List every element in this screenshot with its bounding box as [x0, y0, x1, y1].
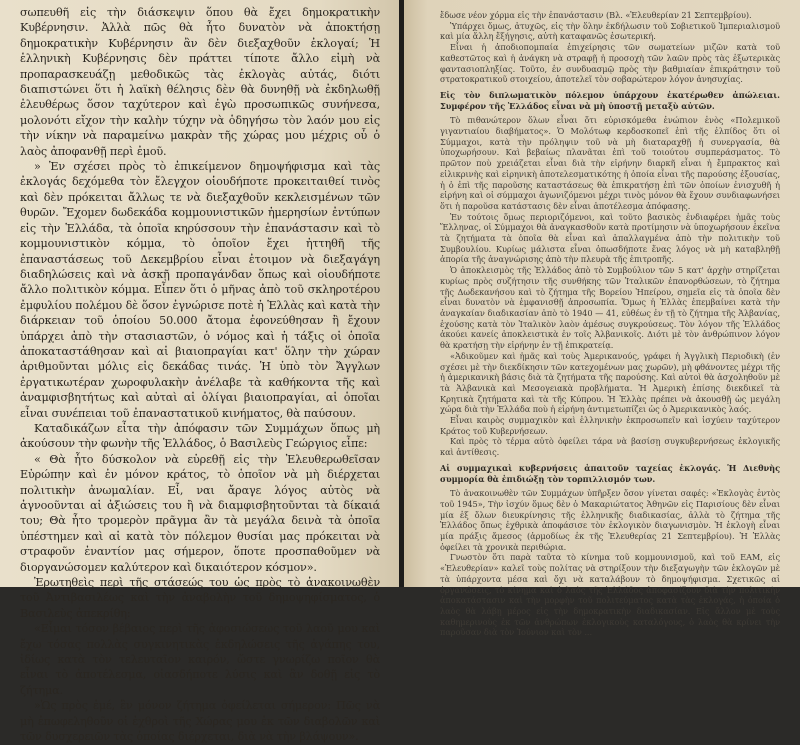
paragraph: Τὸ ἀνακοινωθὲν τῶν Συμμάχων ὑπῆρξεν ὅσον γίνεται σαφές: «Ἐκλογὰς ἐντὸς τοῦ 1945», Τὴν ἰσχύν ὅμως δὲν ὁ Μακαριώτατος Ἀθηνῶν εἰς Παρισίους δὲν εἶναι μία ἐξ ὅλων διευκρίνησις τῆς ἑλληνικῆς διαδικασίας, ἀλλὰ τὸ ζήτημα τῆς Ἑλλάδος ὅπως ἐχθρικὰ ἀποφάσισε τὸν ἐκλογικὸν διαγωνισμὸν. Ἡ ἐκλογὴ εἶναι μία πράξις ἄμεσος (ἁρμοδίως ἐκ τῆς Ἐλευθερίας 21 Σεπτεμβρίου). Ἡ Ἑλλὰς ὀφείλει τὰ χρονικὰ περιθώρια.	[440, 488, 780, 552]
paragraph: «Ἀδικοῦμεν καὶ ἡμᾶς καὶ τοὺς Ἀμερικανούς, γράφει ἡ Ἀγγλικὴ Περιοδικὴ (ἐν σχέσει μὲ τὴν διεκδίκησιν τῶν κατεχομένων μας χωρῶν), μὴ φθάνοντες μέχρι τῆς ἡ ἀμερικανικὴ βάσις διὰ τὰ ζητήματα τῆς παρούσης. Καὶ αὐτοὶ θὰ ἀσχοληθοῦν μὲ τὰ Ἀλβανικὰ καὶ Μεσογειακὰ προβλήματα. Ἡ Ἀμερικὴ ἐπίσης διεκδικεῖ τὰ Κρητικὰ ζητήματα καὶ τὰ τῆς Κύπρου. Ἡ Ἑλλὰς πρέπει νὰ ἀκουσθῇ ὡς μεγάλη χώρα διὰ τὴν Ἑλλάδα ποὺ ἡ εἰρήνη ἀντιμετωπίζει ὡς ὁ Ἀμερικανικὸς λαός.	[440, 350, 780, 415]
paragraph: Τὸ πιθανώτερον ὅλων εἶναι ὅτι εὐρισκόμεθα ἐνώπιον ἑνὸς «Πολεμικοῦ γιγαντιαίου διαβήματος». Ὁ Μολότωφ κερδοσκοπεῖ ἐπὶ τῆς ἐλπίδος ὅτι οἱ Σύμμαχοι, κατὰ τὴν πρόληψιν τοῦ νὰ μὴ διαταραχθῇ ἡ συνεργασία, θὰ ὑποχωρήσουν. Καὶ βεβαίως πλανᾶται ἐπὶ τοῦ τοιούτου συμπεράσματος. Τὸ πρῶτον ποὺ χρειάζεται εἶναι διὰ τὴν εἰρήνην διαρκῆ εἶναι ἡ ἔμπρακτος καὶ εἰλικρινὴς καὶ εἰρηνικὴ ἀποτελεσματικότης ἡ ὁποία εἶναι τῆς παρούσης ἐξουσίας, ἡ ὁ ἐπὶ τῆς παροῦσης καταστάσεως θὰ ἐπικρατήσῃ ἐπὶ τῶν ὁποίων ἐνισχυθῆ ἡ εἰρήνη καὶ οἱ σύμμαχοι ἀγωνιζόμενοι μέχρι τινὸς μόνον θὰ ἔχουν συνδιαφωνήσει ὅτι ἡ παροῦσα κατάστασις δὲν εἶναι ἀποτέλεσμα ἀπόφασης.	[440, 115, 780, 211]
quote-paragraph: « Θὰ ἦτο δύσκολον νὰ εὑρεθῇ εἰς τὴν Ἐλευθερωθεῖσαν Εὐρώπην καὶ ἐν μόνον κράτος, τὸ ὁποῖον νὰ μὴ διέρχεται πολιτικὴν ἀνωμαλίαν. Εἶ, ναι ἄραγε λόγος αὐτὸς νὰ ἀγνοοῦνται αἱ ἀξιώσεις του ἢ νὰ διαμφισβητοῦνται τὰ δίκαιά του; Θὰ ἦτο τρομερὸν πρᾶγμα ἂν τὰ μεγάλα δεινὰ τὰ ὁποῖα ὑπέστημεν καὶ αἱ κατὰ τὸν πόλεμον θυσίαι μας πρόκειται νὰ στραφοῦν ἐναντίον μας σήμερον, ὅποτε προσπαθοῦμεν νὰ διοργανώσομεν καλύτερον καὶ δικαιότερον κόσμον».	[20, 452, 380, 574]
paragraph: Ὑπάρχει ὅμως, ἀτυχῶς, εἰς τὴν ὅλην ἐκδήλωσιν τοῦ Σοβιετικοῦ Ἰμπεριαλισμοῦ καὶ μία ἄλλη ἔξήγησις, αὐτὴ καταφανῶς ἐσωτερική.	[440, 20, 780, 42]
quote-paragraph: «Εἶμαι τόσον βέβαιος περὶ τῆς ἀφοσιώσεως τοῦ λαοῦ μου καὶ ἔχω τόσας πολλὰς συγκινητικὰς ἐκδηλώσεις τῆς ἀγάπης του, ἰδίως κατὰ τὸν τελευταῖον καιρόν, ὥστε γνωρίζω ποῖον θὰ εἶναι τὸ ἀποτέλεσμα, οἱασδήποτε λύσις καὶ ἂν δοθῇ εἰς τὸ ζήτημα.	[20, 622, 380, 697]
paragraph: Γνωστὸν ὅτι παρὰ ταῦτα τὸ κίνημα τοῦ κομμουνισμοῦ, καὶ τοῦ ΕΑΜ, εἰς «Ἐλευθερίαν» καλεῖ τοὺς πολίτας νὰ στηρίξουν τὴν διεξαγωγὴν τῶν ἐκλογῶν μὲ τὰ ὑπάρχοντα μέσα καὶ ὄχι νὰ καταλάβουν τὸ δημοψήφισμα. Σχετικῶς αἱ ὀργανώσεις, τὸ κίνημα καὶ ὁ λαὸς τῆς Ἑλλάδος ἀποφασίζουν διὰ τὴν πολιτικὴν ἀποκατάστασιν καὶ τὴν μορφὴν τοῦ πολιτεύματος κατὰ τὰς ἐκλογάς, ἡ ὁποία ὁ λαὸς θὰ λάβῃ μέρος εἰς τὴν δημοκρατικὴν διαδικασίαν. Εἰς ἄλλον μὲ τοὺς καθημερινοὺς ἐκ τῶν ἀνθρώπων ἐκλογικοὺς καταλόγους, ὁ λαὸς θὰ κρίνει τὴν παροῦσαν διὰ τὸν Ἰούνιον καὶ τὸν ...	[440, 552, 780, 638]
section-heading: Εἰς τὸν διπλωματικὸν πόλεμον ὑπάρχουν ἑκατέρωθεν ἀπώλειαι. Συμφέρον τῆς Ἑλλάδος εἶναι νὰ μὴ ὑποστῇ μεταξὺ αὐτῶν.	[440, 89, 780, 111]
right-page-text-column	[440, 10, 780, 638]
left-page-text-column	[20, 5, 380, 745]
paragraph: Εἶναι ἡ ἀποδιοπομπαία ἐπιχείρησις τῶν σωματείων μιζῶν κατὰ τοῦ καθεστῶτος καὶ ἡ ἀνάγκη νὰ στραφῇ ἡ προσοχὴ τῶν λαῶν πρὸς τὰς ἐξωτερικὰς φαντασιοπληξίας. Τοῦτο, ἐν συνδυασμῷ πρὸς τὴν βαθμιαίαν ἐπικράτησιν τοῦ στρατοκρατικοῦ στοιχείου, ἀποτελεῖ τὸν σοβαρώτερον λόγον ἀνησυχίας.	[440, 42, 780, 85]
paragraph: ἔδωσε νέον χόρμα εἰς τὴν ἐπανάστασιν (Βλ. «Ἐλευθερίαν 21 Σεπτεμβρίου).	[440, 10, 752, 20]
right-page	[404, 0, 800, 638]
paragraph: Εἶναι καιρὸς συμμαχικὸν καὶ ἑλληνικὴν ἐκπροσωπεῖν καὶ ἰσχύειν ταχύτερον Κράτος τοῦ Κυβερνήσεων.	[440, 415, 780, 436]
quote-paragraph: »Ὡς πρὸς ἐμέ, ἓν μόνον ζήτημα ὀφείλεται σήμερον: Πῶς νὰ μὴ ἐπωφεληθοῦν οἱ ἐχθροὶ τῆς Χώρας μου ἐκ τῶν διαβολῶν καὶ τῶν δυσχερειῶν τὰς ὁποίας διέρχεται, διὰ νὰ τὴν βλάψουν».	[20, 699, 380, 744]
paragraph: σωπευθῆ εἰς τὴν διάσκεψιν ὅπου θὰ ἔχει δημοκρατικὴν Κυβέρνησιν. Ἀλλὰ πῶς θὰ ἦτο δυνατὸν νὰ ἀποκτήσῃ δημοκρατικὴν Κυβέρνησιν ἂν δὲν διεξαχθοῦν ἐκλογαί; Ἡ ἑλληνικὴ Κυβέρνησις δὲν πράττει τίποτε ἄλλο εἰμὴ νὰ προπαρασκευάζῃ μεθοδικῶς τὰς ἐκλογὰς αὐτάς, διότι διαπιστώνει ὅτι ἡ λαϊκὴ θέλησις δὲν θὰ δυνηθῇ νὰ ἐκδηλωθῇ ἐλευθέρως ὅσον ταχύτερον καὶ ἐγὼ προσωπικῶς συνήνεσα, μολονότι εἴχον τὴν καλὴν τύχην νὰ ὁδηγήσω τὸν λαόν μου εἰς τὴν νίκην νὰ παραμείνω μακρὰν τῆς χώρας μου μέχρις οὗ ὁ λαὸς ἀποφανθῇ περὶ ἐμοῦ.	[20, 6, 380, 158]
paragraph: Καὶ πρὸς τὸ τέρμα αὐτὸ ὀφείλει τάρα νὰ βασίσῃ συγκυβερνήσεως ἐκλογικῆς καὶ ἀντίθεσις.	[440, 436, 780, 458]
paragraph: Ἐρωτηθεὶς περὶ τῆς στάσεώς του ὡς πρὸς τὸ ἀνακοινωθὲν τοῦ Ἀντιβασιλέως καὶ τὴν ἀναβολὴν τοῦ δημοψηφίσματος, ὁ Βασιλεὺς ἀπεκρίθη:	[20, 576, 380, 620]
paragraph: Ὁ ἀποκλεισμὸς τῆς Ἑλλάδος ἀπὸ τὸ Συμβούλιον τῶν 5 κατ' ἀρχὴν στηρίζεται κυρίως πρὸς συζήτησιν τῆς συνθήκης τῶν Ἰταλικῶν ἐπανορθώσεων, τὸ ζήτημα τῆς Δωδεκανήσου καὶ τὸ ζήτημα τῆς Βορείου Ἠπείρου, σημεῖα εἰς τὰ ὁποῖα δὲν εἶναι δυνατὸν νὰ ἐμφανισθῇ ἀπροσωπία. Ὅμως ἡ Ἑλλὰς ἐπεμβαίνει κατὰ τὴν ἀναγκαίαν διαδικασίαν ἀπὸ τὸ 1940 — 41, εὐθέως ἐν τῇ τὸ ζήτημα τῆς Ἀλβανίας, ἐχούσης κατὰ τὸν Ἰταλικὸν λαὸν ἀμέσως συγκρούσεως. Τὸν λόγον τῆς Ἑλλάδος ἀκούει κανείς ἀποκλειστικὰ ἐν τοῖς Ἀλβανικοῖς. Διότι μὲ τὸν ἀνθρώπινον λόγον θὰ κρατήσῃ τὴν εἰρήνην ἐν τῇ ἐπικρατείᾳ.	[440, 265, 780, 351]
section-heading: Αἱ συμμαχικαὶ κυβερνήσεις ἀπαιτοῦν ταχείας ἐκλογάς. Ἡ Διεθνὴς συμμορία θὰ ἐπιδιώξῃ τὸν τορπιλλισμόν των.	[440, 462, 780, 484]
paragraph: Ἐν τούτοις ὅμως περιοριζόμενοι, καὶ τοῦτο βασικὸς ἐνδιαφέρει ἡμᾶς τοὺς Ἕλληνας, οἱ Σύμμαχοι θὰ ἀναγκασθοῦν κατὰ προτίμησιν νὰ ὑποχωρήσουν ἐκεῖνα τὰ ζητήματα τὰ ὁποῖα θὰ εἶναι καὶ ἀπαλλαγμένα ἀπὸ τὴν πολιτικὴν τοῦ Συμβουλίου. Κυρίως μάλιστα εἶναι ὁπωσδήποτε ἕνας λόγος νὰ μὴ καταβληθῇ ἀπορία τῆς ἀναγνώρισης ἀπὸ τὴν πλευρὰ τῆς ἐπιτροπῆς.	[440, 211, 780, 265]
paragraph: Καταδικάζων εἶτα τὴν ἀπόφασιν τῶν Συμμάχων ὅπως μὴ ἀκούσουν τὴν φωνὴν τῆς Ἑλλάδος, ὁ Βασιλεὺς Γεώργιος εἶπε:	[20, 421, 380, 451]
left-page	[0, 0, 399, 744]
paragraph: » Ἐν σχέσει πρὸς τὸ ἐπικείμενον δημοψήφισμα καὶ τὰς ἐκλογάς δεχόμεθα τὸν ἔλεγχον οἱουδήποτε προκειταιθεί τινὸς καὶ δὲν πρόκειται ἄλλως τε νὰ διεξαχθοῦν κεκλεισμένων τῶν θυρῶν. Ἔχομεν δωδεκάδα κομμουνιστικῶν ἡμερησίων ἐντύπων εἰς τὴν Ἑλλάδα, τὰ ὁποῖα κηρύσσουν τὴν ἐπανάστασιν καὶ τὸ κομμουνιστικὸν κόμμα, τὸ ὁποῖον ἔχει ἡττηθῆ τῆς ἐπαναστάσεως τοῦ Δεκεμβρίου εἶναι ἐτοιμον νὰ διεξαγάγη διαδηλώσεις καὶ νὰ ἀσκῇ προπαγάνδαν ὅπως καὶ οἱουδήποτε ἄλλο πολιτικὸν κόμμα. Εἶπεν ὅτι ὁ μῆνας ἀπὸ τοῦ σκληροτέρου ἐμφυλίου πολέμου δὲ ὅσον ἐγνώρισε ποτὲ ἡ Ἑλλὰς καὶ κατὰ τὴν διάρκειαν τοῦ ὁποίου 50.000 ἄτομα ἐφονεύθησαν ἢ ἔχουν ὑπάρχει ἀπὸ τὴν στασιαστῶν, ὁ νόμος καὶ ἡ τάξις οἱ ὁποῖα ἀποκαταστάθησαν καὶ αἱ βιαιοπραγίαι κατ' ὅλην τὴν χώραν ἀριθμοῦνται μόλις εἰς δεκάδας τινάς. Ἡ ὑπὸ τὸν Ἄγγλων ἐργατικωτέραν χωροφυλακὴν ἀνέλαβε τὰ καθήκοντα τῆς καὶ ἀναμφισβητήτως καὶ αὐταὶ αἱ ὀλίγαι βιαιοπραγίαι, αἱ ὁποῖαι εἶναι συνέπειαι τοῦ ἐπαναστατικοῦ κινήματος, θὰ παύσουν.	[20, 160, 380, 420]
